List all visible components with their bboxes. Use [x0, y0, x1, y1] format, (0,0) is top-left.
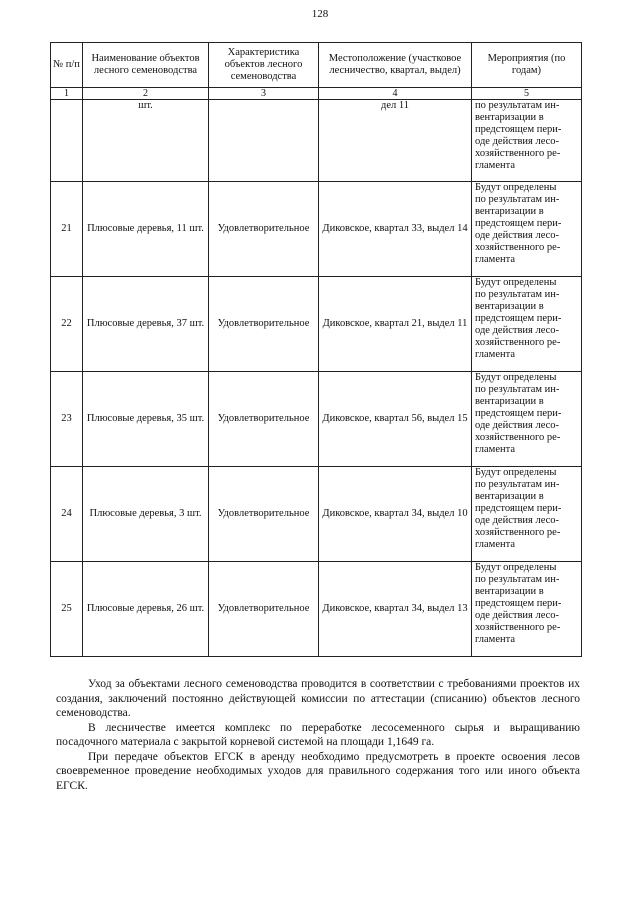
- measures-line: хозяйственного ре-: [475, 527, 561, 538]
- cell-location: Диковское, квартал 21, выдел 11: [319, 277, 472, 372]
- measures-line: оде действия лесо-: [475, 515, 560, 526]
- page-number: 128: [311, 8, 329, 20]
- table-header-row: [51, 43, 582, 88]
- measures-line: вентаризации в: [475, 301, 544, 312]
- cell-characteristic: Удовлетворительное: [209, 562, 319, 657]
- measures-line: по результатам ин-: [475, 100, 560, 111]
- cell-characteristic: Удовлетворительное: [209, 277, 319, 372]
- cell-name: Плюсовые деревья, 11 шт.: [83, 182, 209, 277]
- measures-line: вентаризации в: [475, 112, 544, 123]
- measures-line: гламента: [475, 634, 515, 645]
- measures-line: хозяйственного ре-: [475, 148, 561, 159]
- measures-line: предстоящем пери-: [475, 598, 562, 609]
- column-number: 2: [83, 88, 209, 100]
- measures-line: хозяйственного ре-: [475, 337, 561, 348]
- cell-location: Диковское, квартал 34, выдел 13: [319, 562, 472, 657]
- body-text: [56, 677, 580, 793]
- cell-name: Плюсовые деревья, 37 шт.: [83, 277, 209, 372]
- measures-line: предстоящем пери-: [475, 503, 562, 514]
- measures-line: по результатам ин-: [475, 574, 560, 585]
- cell-measures: [472, 100, 582, 182]
- cell-number: 23: [51, 372, 83, 467]
- measures-line: вентаризации в: [475, 586, 544, 597]
- column-numbers-row: [51, 88, 582, 100]
- table-row: [51, 467, 582, 562]
- measures-line: гламента: [475, 254, 515, 265]
- cell-number: 25: [51, 562, 83, 657]
- measures-line: гламента: [475, 160, 515, 171]
- cell-characteristic: Удовлетворительное: [209, 467, 319, 562]
- cell-name: Плюсовые деревья, 35 шт.: [83, 372, 209, 467]
- measures-line: хозяйственного ре-: [475, 432, 561, 443]
- measures-line: предстоящем пери-: [475, 313, 562, 324]
- column-number: 1: [51, 88, 83, 100]
- measures-line: гламента: [475, 539, 515, 550]
- measures-line: Будут определены: [475, 467, 557, 478]
- seed-objects-table: [50, 42, 582, 657]
- column-number: 5: [472, 88, 582, 100]
- cell-name: Плюсовые деревья, 3 шт.: [83, 467, 209, 562]
- measures-line: хозяйственного ре-: [475, 242, 561, 253]
- measures-line: Будут определены: [475, 277, 557, 288]
- paragraph: При передаче объектов ЕГСК в аренду необходимо предусмотреть в проекте освоения лесов своевременное проведение необходимых уходов для правильного содержания того или иного объекта ЕГСК.: [56, 750, 580, 792]
- measures-line: Будут определены: [475, 372, 557, 383]
- column-number: 4: [319, 88, 472, 100]
- cell-measures: [472, 182, 582, 277]
- measures-line: оде действия лесо-: [475, 325, 560, 336]
- measures-line: Будут определены: [475, 182, 557, 193]
- measures-line: Будут определены: [475, 562, 557, 573]
- measures-line: вентаризации в: [475, 491, 544, 502]
- table-row: [51, 562, 582, 657]
- cell-number: 22: [51, 277, 83, 372]
- measures-line: оде действия лесо-: [475, 420, 560, 431]
- cell-name: Плюсовые деревья, 26 шт.: [83, 562, 209, 657]
- measures-line: предстоящем пери-: [475, 124, 562, 135]
- header-measures: Мероприятия (по годам): [472, 43, 582, 88]
- cell-location: Диковское, квартал 34, выдел 10: [319, 467, 472, 562]
- measures-line: оде действия лесо-: [475, 136, 560, 147]
- measures-line: гламента: [475, 349, 515, 360]
- header-number: № п/п: [51, 43, 83, 88]
- cell-number: 24: [51, 467, 83, 562]
- measures-line: гламента: [475, 444, 515, 455]
- table-row: [51, 182, 582, 277]
- cell-measures: [472, 372, 582, 467]
- cell-number: [51, 100, 83, 182]
- measures-line: по результатам ин-: [475, 479, 560, 490]
- cell-measures: [472, 562, 582, 657]
- cell-characteristic: Удовлетворительное: [209, 372, 319, 467]
- cell-name: шт.: [83, 100, 209, 182]
- table-row-continuation: [51, 100, 582, 182]
- measures-line: оде действия лесо-: [475, 230, 560, 241]
- measures-line: по результатам ин-: [475, 289, 560, 300]
- measures-line: хозяйственного ре-: [475, 622, 561, 633]
- header-location: Местоположение (участковое лесничество, квартал, выдел): [319, 43, 472, 88]
- paragraph: Уход за объектами лесного семеноводства проводится в соответствии с требованиями проектов их создания, заключений постоянно действующей комиссии по аттестации (списанию) объектов лесного семеноводства.: [56, 678, 580, 719]
- cell-characteristic: [209, 100, 319, 182]
- measures-line: оде действия лесо-: [475, 610, 560, 621]
- header-characteristic: Характеристика объектов лесного семеноводства: [209, 43, 319, 88]
- measures-line: вентаризации в: [475, 206, 544, 217]
- paragraph: В лесничестве имеется комплекс по переработке лесосеменного сырья и выращиванию посадочного материала с закрытой корневой системой на площади 1,1649 га.: [56, 721, 580, 748]
- table-row: [51, 372, 582, 467]
- measures-line: вентаризации в: [475, 396, 544, 407]
- measures-line: предстоящем пери-: [475, 408, 562, 419]
- cell-number: 21: [51, 182, 83, 277]
- column-number: 3: [209, 88, 319, 100]
- measures-line: по результатам ин-: [475, 194, 560, 205]
- measures-line: предстоящем пери-: [475, 218, 562, 229]
- cell-location: Диковское, квартал 56, выдел 15: [319, 372, 472, 467]
- cell-location: Диковское, квартал 33, выдел 14: [319, 182, 472, 277]
- header-name: Наименование объектов лесного семеноводства: [83, 43, 209, 88]
- measures-line: по результатам ин-: [475, 384, 560, 395]
- cell-characteristic: Удовлетворительное: [209, 182, 319, 277]
- cell-measures: [472, 467, 582, 562]
- cell-location: дел 11: [319, 100, 472, 182]
- table-row: [51, 277, 582, 372]
- cell-measures: [472, 277, 582, 372]
